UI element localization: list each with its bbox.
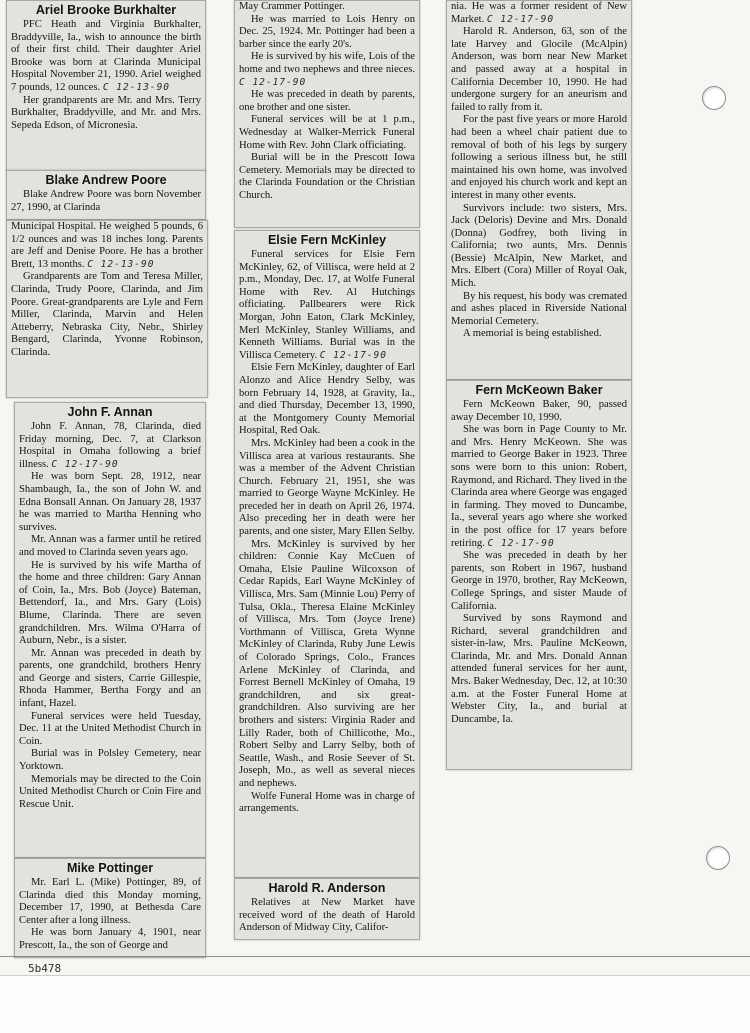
clipping-heading: Elsie Fern McKinley	[267, 233, 387, 247]
clipping-heading: John F. Annan	[67, 405, 153, 419]
clipping-paragraph: He is survived by his wife Martha of the home and three children: Gary Annan of Coin, Ia., Mrs. Bob (Joyce) Bateman, Bettendorf, Ia., and Mrs. Gary (Lois) Blume, Clarinda. There are seven grandchildren. Mrs. Wilma O'Harra of Auburn, Nebr., is a sister.	[19, 559, 201, 647]
clipping-paragraph: Fern McKeown Baker, 90, passed away December 10, 1990.	[451, 399, 627, 423]
clipping-heading: Ariel Brooke Burkhalter	[35, 3, 177, 17]
clipping-paragraph: Mrs. McKinley is survived by her children: Connie Kay McCuen of Omaha, Elsie Pauline Wilcoxson of Cedar Rapids, Earl Wayne McKinley of Villisca, Mrs. Sam (Minnie Lou) Perry of Tulsa, Okla., Theresa Elaine McKinley of Villisca, Mrs. Tom (Joyce Irene) Vorthmann of Villisca, Greta Wynne McKinley of Clarinda, Ruby June Lewis of Colorado Springs, Colo., Frances Arlene McKinley of Clarinda, and Forrest Bernell McKinley of Omaha, 19 grandchildren, and six great-grandchildren. Also surviving are her brothers and sisters: Virginia Rader and Lilly Rader, both of Chillicothe, Mo., Robert Selby and Larry Selby, both of Seattle, Wash., and Rosie Seever of St. Joseph, Mo., as well as several nieces and nephews.	[239, 538, 415, 789]
clipping-paragraph: Relatives at New Market have received word of the death of Harold Anderson of Midway City, Califor-	[239, 897, 415, 934]
clipping-paragraph: Funeral services will be at 1 p.m., Wednesday at Walker-Merrick Funeral Home with Rev. John Clark officiating.	[239, 114, 415, 151]
clipping-paragraph: Mr. Annan was a farmer until he retired and moved to Clarinda seven years ago.	[19, 534, 201, 558]
date-stamp: C 12-17-90	[487, 537, 555, 549]
clipping-pottinger-start	[14, 858, 206, 958]
date-stamp: C 12-13-90	[87, 258, 155, 270]
clipping-paragraph: Survivors include: two sisters, Mrs. Jack (Deloris) Devine and Mrs. Donald (Donna) Godfrey, both living in California; two aunts, Mrs. Dennis (Bessie) McAlpin, New Market, and Mrs. Elbert (Cora) Miller of Royal Oak, Mich.	[451, 202, 627, 290]
clipping-paragraph: Blake Andrew Poore was born November 27, 1990, at Clarinda	[11, 189, 201, 213]
date-stamp: C 12-17-90	[51, 458, 119, 470]
clipping-mckinley	[234, 230, 420, 878]
clipping-paragraph: Grandparents are Tom and Teresa Miller, Clarinda, Trudy Poore, Clarinda, and Jim Poore. Great-grandparents are Lyle and Fern Miller, Clarinda, Marvin and Helen Atteberry, Nebraska City, Nebr., Shirley Bengard, Clarinda, Yvonne Robinson, Clarinda.	[11, 271, 203, 358]
clipping-paragraph: PFC Heath and Virginia Burkhalter, Braddyville, Ia., wish to announce the birth of their first child. Their daughter Ariel Brooke was born at Clarinda Municipal Hospital November 21, 1990. Ariel weighed 7 pounds, 12 ounces. C 12-13-90	[11, 19, 201, 93]
binder-hole-top	[702, 86, 726, 110]
clipping-pottinger-cont	[234, 0, 420, 228]
clipping-paragraph: He was preceded in death by parents, one brother and one sister.	[239, 89, 415, 113]
clipping-paragraph: Burial was in Polsley Cemetery, near Yorktown.	[19, 748, 201, 773]
clipping-paragraph: Survived by sons Raymond and Richard, several grandchildren and sister-in-law, Mrs. Pauline McKeown, Clarinda, Mr. and Mrs. Donald Annan attended funeral services for her aunt, Mrs. Baker Wednesday, Dec. 12, at 10:30 a.m. at the Foster Funeral Home at Webster City, Ia., and burial at Duncambe, Ia.	[451, 613, 627, 725]
clipping-burkhalter	[6, 0, 206, 172]
clipping-paragraph: Elsie Fern McKinley, daughter of Earl Alonzo and Alice Hendry Selby, was born February 14, 1928, at Gravity, Ia., and died Thursday, December 13, 1990, at the Montgomery County Memorial Hospital, Red Oak.	[239, 362, 415, 437]
clipping-annan	[14, 402, 206, 858]
clipping-paragraph: Memorials may be directed to the Coin United Methodist Church or Coin Fire and Rescue Unit.	[19, 773, 201, 810]
clipping-anderson-start	[234, 878, 420, 940]
catalog-number: 5b478	[28, 962, 62, 975]
clipping-paragraph: Funeral services were held Tuesday, Dec. 11 at the United Methodist Church in Coin.	[19, 710, 201, 747]
clipping-paragraph: By his request, his body was cremated and ashes placed in Riverside National Memorial Cemetery.	[451, 290, 627, 327]
clipping-paragraph: A memorial is being established.	[463, 328, 602, 340]
clipping-heading: Harold R. Anderson	[268, 881, 386, 895]
date-stamp: C 12-17-90	[239, 76, 307, 88]
clipping-paragraph: Her grandparents are Mr. and Mrs. Terry Burkhalter, Braddyville, and Mr. and Mrs. Sepeda Edson, of Micronesia.	[11, 94, 201, 131]
clipping-paragraph: She was born in Page County to Mr. and Mrs. Henry McKeown. She was married to George Baker in 1923. Three sons were born to this union: Robert, Raymond, and Richard. They lived in the Clarinda area where George was engaged in farming. They moved to Duncambe, Ia., several years ago where she worked in the post office for 17 years before retiring. C 12-17-90	[451, 424, 627, 549]
date-stamp: C 12-17-90	[319, 349, 387, 361]
clipping-paragraph: He was born Sept. 28, 1912, near Shambaugh, Ia., the son of John W. and Edna Bonsall Annan. On January 28, 1937 he was married to Martha Henning who survives.	[19, 471, 201, 533]
clipping-paragraph: Harold R. Anderson, 63, son of the late Harvey and Glocile (McAlpin) Anderson, was born near New Market and passed away at a hospital in California December 10, 1990. He had undergone surgery for an aneurism and failed to rally from it.	[451, 26, 627, 113]
clipping-paragraph: She was preceded in death by her parents, son Robert in 1967, husband George in 1970, brother, Ray McKeown, College Springs, and sister Maude of California.	[451, 550, 627, 612]
clipping-paragraph: He was born January 4, 1901, near Prescott, Ia., the son of George and	[19, 927, 201, 951]
page-fold-line	[0, 956, 750, 957]
clipping-paragraph: Burial will be in the Prescott Iowa Cemetery. Memorials may be directed to the Clarinda Foundation or the Christian Church.	[239, 152, 415, 201]
clipping-paragraph: John F. Annan, 78, Clarinda, died Friday morning, Dec. 7, at Clarkson Hospital in Omaha following a brief illness. C 12-17-90	[19, 421, 201, 470]
clipping-paragraph: Mr. Earl L. (Mike) Pottinger, 89, of Clarinda died this Monday morning, December 17, 1990, at Bethesda Care Center after a long illness.	[19, 877, 201, 926]
clipping-anderson-cont	[446, 0, 632, 380]
binder-hole-bottom	[706, 846, 730, 870]
clipping-baker	[446, 380, 632, 770]
clipping-heading: Fern McKeown Baker	[475, 383, 603, 397]
clipping-paragraph: Funeral services for Elsie Fern McKinley, 62, of Villisca, were held at 2 p.m., Monday, Dec. 17, at Wolfe Funeral Home with Rev. Al Hutchings officiating. Pallbearers were Rick Morgan, John Eaton, Clark McKinley, Merl McKinley, Stanley Williams, and Kenneth Williams. Burial was in the Villisca Cemetery. C 12-17-90	[239, 249, 415, 361]
clipping-heading: Mike Pottinger	[66, 861, 154, 875]
clipping-paragraph: nia. He was a former resident of New Market. C 12-17-90	[451, 1, 627, 25]
clipping-paragraph: He was married to Lois Henry on Dec. 25, 1924. Mr. Pottinger had been a barber since the early 20's.	[239, 13, 415, 50]
clipping-paragraph: He is survived by his wife, Lois of the home and two nephews and three nieces. C 12-17-90	[239, 51, 415, 88]
clipping-poore-bottom	[6, 220, 208, 398]
clipping-paragraph: Wolfe Funeral Home was in charge of arrangements.	[239, 790, 415, 815]
clipping-paragraph: Mr. Annan was preceded in death by parents, one grandchild, brothers Henry and George and sisters, Carrie Gillespie, Rhoda Hammer, Bertha Forgy and an infant, Hazel.	[19, 647, 201, 710]
date-stamp: C 12-17-90	[486, 13, 555, 25]
clipping-paragraph: Municipal Hospital. He weighed 5 pounds, 6 1/2 ounces and was 18 inches long. Parents are Jeff and Denise Poore. He has a brother Brett, 13 months. C 12-13-90	[11, 221, 203, 270]
clipping-paragraph: Mrs. McKinley had been a cook in the Villisca area at various restaurants. She was a member of the Advent Christian Church. February 21, 1951, she was married to George Wayne McKinley. He preceded her in death on April 26, 1974. Also preceding her in death were her parents, and one sister, Mary Ellen Selby.	[239, 437, 415, 538]
clipping-paragraph: For the past five years or more Harold had been a wheel chair patient due to removal of both of his legs by surgery following a serious illness but, he still maintained his own home, was involved and enjoyed his church work and kept an interest in many other events.	[451, 114, 627, 201]
date-stamp: C 12-13-90	[102, 81, 171, 93]
clipping-heading: Blake Andrew Poore	[45, 173, 167, 187]
clipping-paragraph: May Crammer Pottinger.	[239, 1, 345, 12]
clipping-poore-top	[6, 170, 206, 220]
